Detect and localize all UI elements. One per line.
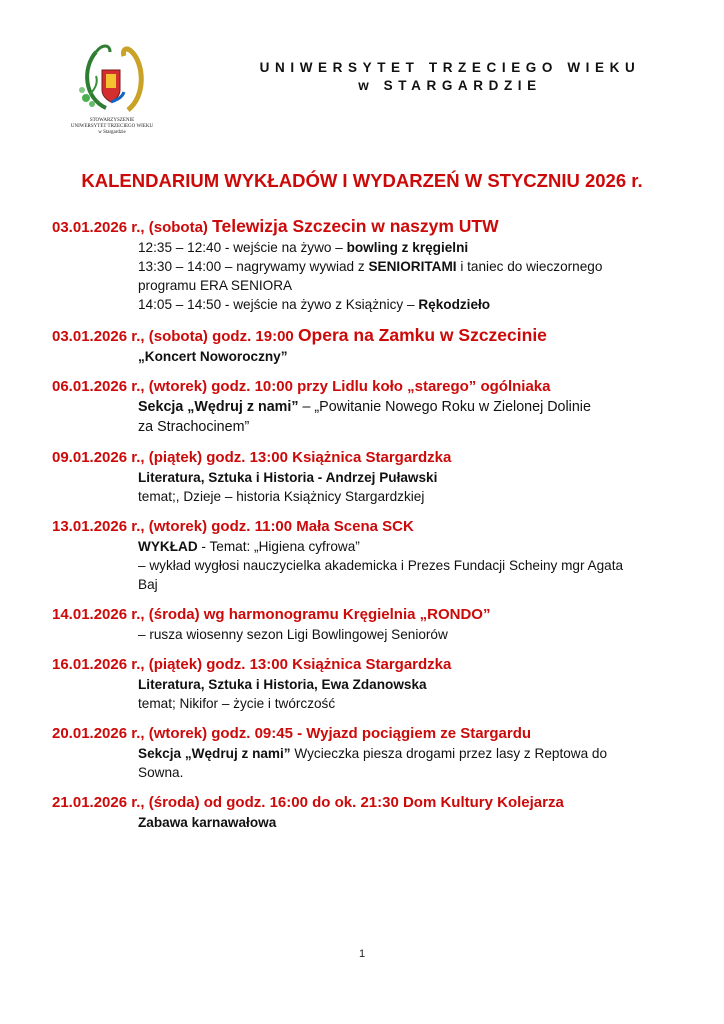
event-header: 03.01.2026 r., (sobota) godz. 19:00 Opera na Zamku w Szczecinie — [52, 325, 547, 345]
event-details: Sekcja „Wędruj z nami” Wycieczka piesza drogami przez lasy z Reptowa do Sowna. — [138, 746, 608, 780]
event-item — [52, 448, 692, 506]
event-details: WYKŁAD - Temat: „Higiena cyfrowa” – wykład wygłosi nauczycielka akademicka i Prezes Fundacji Scheiny mgr Agata Baj — [138, 539, 624, 592]
event-details: – rusza wiosenny sezon Ligi Bowlingowej Seniorów — [138, 627, 448, 642]
event-details: Literatura, Sztuka i Historia, Ewa Zdanowska temat; Nikifor – życie i twórczość — [138, 677, 427, 711]
org-name-line2: w STARGARDZIE — [358, 78, 542, 93]
utw-logo — [66, 38, 158, 154]
event-item — [52, 216, 692, 314]
event-header: 03.01.2026 r., (sobota) Telewizja Szczecin w naszym UTW — [52, 216, 499, 236]
page-number: 1 — [358, 948, 366, 960]
event-item — [52, 325, 692, 366]
event-item — [52, 517, 692, 594]
event-header: 21.01.2026 r., (środa) od godz. 16:00 do ok. 21:30 Dom Kultury Kolejarza — [52, 794, 564, 811]
page-title: KALENDARIUM WYKŁADÓW I WYDARZEŃ W STYCZNIU 2026 r. — [81, 170, 643, 191]
event-header: 14.01.2026 r., (środa) wg harmonogramu Kręgielnia „RONDO” — [52, 606, 491, 623]
event-header: 09.01.2026 r., (piątek) godz. 13:00 Książnica Stargardzka — [52, 449, 452, 466]
event-header: 20.01.2026 r., (wtorek) godz. 09:45 - Wyjazd pociągiem ze Stargardu — [52, 725, 532, 742]
utw-emblem-icon — [66, 38, 158, 116]
event-header: 16.01.2026 r., (piątek) godz. 13:00 Książnica Stargardzka — [52, 656, 452, 673]
event-item — [52, 605, 692, 644]
event-header: 06.01.2026 r., (wtorek) godz. 10:00 przy Lidlu koło „starego” ogólniaka — [52, 378, 551, 395]
logo-caption: STOWARZYSZENIE UNIWERSYTET TRZECIEGO WIEKU w Stargardzie — [70, 118, 154, 135]
event-details: Zabawa karnawałowa — [138, 815, 277, 830]
event-header: 13.01.2026 r., (wtorek) godz. 11:00 Mała Scena SCK — [52, 518, 414, 535]
event-item — [52, 655, 692, 713]
event-details: 12:35 – 12:40 - wejście na żywo – bowling z kręgielni 13:30 – 14:00 – nagrywamy wywiad z SENIORITAMI i taniec do wieczornego programu ERA SENIORA 14:05 – 14:50 - wejście na żywo z Książnicy – Rękodzieło — [138, 240, 603, 312]
event-details: Sekcja „Wędruj z nami” – „Powitanie Nowego Roku w Zielonej Dolinie za Strachocinem” — [138, 399, 591, 435]
event-list — [52, 216, 692, 843]
event-details: „Koncert Noworoczny” — [138, 349, 288, 364]
event-details: Literatura, Sztuka i Historia - Andrzej Puławski temat;, Dzieje – historia Książnicy Stargardzkiej — [138, 470, 438, 504]
event-item — [52, 377, 692, 437]
event-item — [52, 793, 692, 832]
event-item — [52, 724, 692, 782]
org-name-line1: UNIWERSYTET TRZECIEGO WIEKU — [259, 60, 641, 75]
